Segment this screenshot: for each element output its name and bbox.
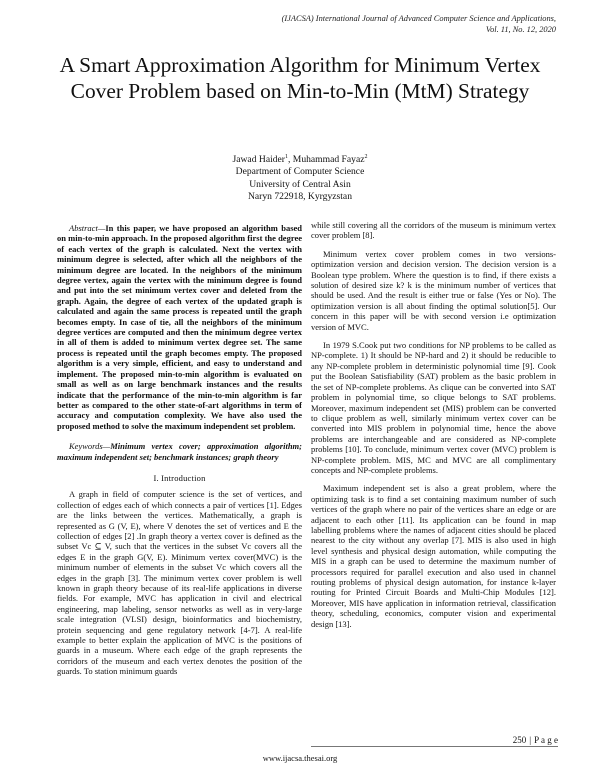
- author-2: Muhammad Fayaz: [292, 154, 365, 166]
- left-column: [57, 223, 302, 677]
- author-line: [40, 151, 560, 166]
- keywords-text: Minimum vertex cover; approximation algorithm; maximum independent set; benchmark instances; graph theory: [57, 441, 302, 462]
- intro-paragraph-3: In 1979 S.Cook put two conditions for NP problems to be called as NP-complete. 1) It should be NP-hard and 2) it should be reducible to any NP-complete problem in deterministic polynomial time [9]. Cook put the Boolean Satisfiability (SAT) problem as the basic problem in the set of NP-complete problems. As clique can be converted into SAT problem in polynomial time, so clique belongs to SAT problems. Moreover, maximum independent set (MIS) problem can be converted to clique problem as well, similarly minimum vertex cover can be converted into MIS problem in polynomial time, hence the above problems are interchangeable and are considered as NP-complete problems [10]. To conclude, minimum vertex cover (MVC) problem is NP-complete problem. MIS, MC and MVC are all complimentary concepts and NP-complete problems.: [311, 340, 556, 475]
- journal-header-line1: (IJACSA) International Journal of Advanced Computer Science and Applications,: [281, 14, 556, 23]
- right-column: [311, 220, 556, 629]
- author-separator: ,: [288, 154, 293, 166]
- intro-paragraph-continued: while still covering all the corridors of the museum is minimum vertex cover problem [8].: [311, 220, 556, 241]
- affiliation-university: University of Central Asin: [249, 178, 351, 190]
- page-number-separator: |: [529, 735, 532, 745]
- affiliation-address: Naryn 722918, Kyrgyzstan: [247, 190, 352, 202]
- author-block: [40, 151, 560, 203]
- page-word: P a g e: [534, 735, 558, 745]
- intro-paragraph-4: Maximum independent set is also a great problem, where the optimizing task is to find a set containing maximum number of such vertices of the graph where no pair of the vertices share an edge or are adjacent to each other [11]. Its application can be found in map labelling problems where the names of adjacent cities should be placed nearest to the city without any overlap [7]. MIS is also used in high level synthesis and physical design automation, while computing the MIS in a graph can be used to determine the maximum number of processors required for parallel execution and also used in channel routing problems of physical design automation, for instance k-layer routing for Printed Circuit Boards and Multi-Chip Modules [12]. Moreover, MIS have application in information retrieval, classification theory, scheduling, economics, computer vision and experimental design [13].: [311, 483, 556, 629]
- journal-header: [136, 13, 556, 35]
- abstract-text: In this paper, we have proposed an algorithm based on min-to-min approach. In the proposed algorithm first the degree of each vertex of the graph is calculated. Next the vertex with minimum degree is selected, after which all the neighbors of the minimum degree are located. In the neighbors of the minimum degree vertex, again the vertex with the minimum degree is found and put into the set minimum vertex cover and deleted from the graph. Again, the degree of each vertex of the updated graph is calculated and again the same process is repeated until the graph becomes empty. In case of tie, all the neighbors of the minimum degree vertices are computed and then the minimum degree vertex in all of them is added to minimum vertex degree set. The same process is repeated until the graph becomes empty. The proposed algorithm is a very simple, efficient, and easy to understand and implement. The proposed min-to-min algorithm is evaluated on small as well as on large benchmark instances and the results indicate that the performance of the min-to-min algorithm is far better as compared to the other state-of-art algorithms in term of accuracy and computation complexity. We have also used the proposed method to solve the maximum independent set problem.: [57, 223, 302, 431]
- section-heading-introduction: I. Introduction: [153, 472, 206, 483]
- footer-divider: [311, 746, 558, 747]
- keywords-label: Keywords—: [69, 441, 111, 452]
- paper-title: A Smart Approximation Algorithm for Minimum Vertex Cover Problem based on Min-to-Min (MtM) Strategy: [59, 53, 541, 103]
- author-1-superscript: 1: [285, 154, 288, 160]
- author-1: Jawad Haider: [232, 154, 285, 166]
- intro-paragraph-2: Minimum vertex cover problem comes in two versions- optimization version and decision version. The decision version is a Boolean type problem. Where the question is to find, if there exists a solution of desired size k? k is the minimum number of vertices that should be used. And the result is either true or false (Yes or No). The optimization version is all about finding the optimal solution[5]. Our concern in this paper will be with second version i.e optimization version of MVC.: [311, 248, 556, 332]
- keywords: [57, 441, 302, 462]
- page-number-value: 250: [512, 735, 527, 745]
- author-2-superscript: 2: [364, 154, 368, 160]
- footer-url: www.ijacsa.thesai.org: [262, 753, 338, 763]
- journal-header-line2: Vol. 11, No. 12, 2020: [485, 25, 556, 34]
- intro-paragraph-1: A graph in field of computer science is the set of vertices, and collection of edges each of which connects a pair of vertices [1]. Edges are the links between the vertices. Mathematically, a graph is represented as G (V, E), where V denotes the set of vertices and E the collection of edges [2] .In graph theory a vertex cover is defined as the subset Vc ⊆ V, such that the vertices in the subset Vc covers all the edges E in the graph G(V, E). Minimum vertex cover(MVC) is the minimum number of elements in the subset Vc which covers all the edges in the graph [3]. The minimum vertex cover problem is well known in graph theory because of its real-life applications in diverse fields. For example, MVC has application in civil and electrical engineering, map labeling, sensor networks as well as in very-large scale integration (VLSI) design, bioinformatics and biochemistry, protein sequencing and gene regulatory network [4-7]. A real-life example to better explain the application of MVC is the positions of guards in a museum. Where each edge of the graph represents the corridors of the museum and each vertex denotes the position of the guards. To station minimum guards: [57, 489, 302, 677]
- abstract-label: Abstract—: [69, 223, 106, 233]
- abstract: [57, 223, 302, 431]
- page-number: [513, 735, 558, 745]
- affiliation-department: Department of Computer Science: [235, 166, 365, 178]
